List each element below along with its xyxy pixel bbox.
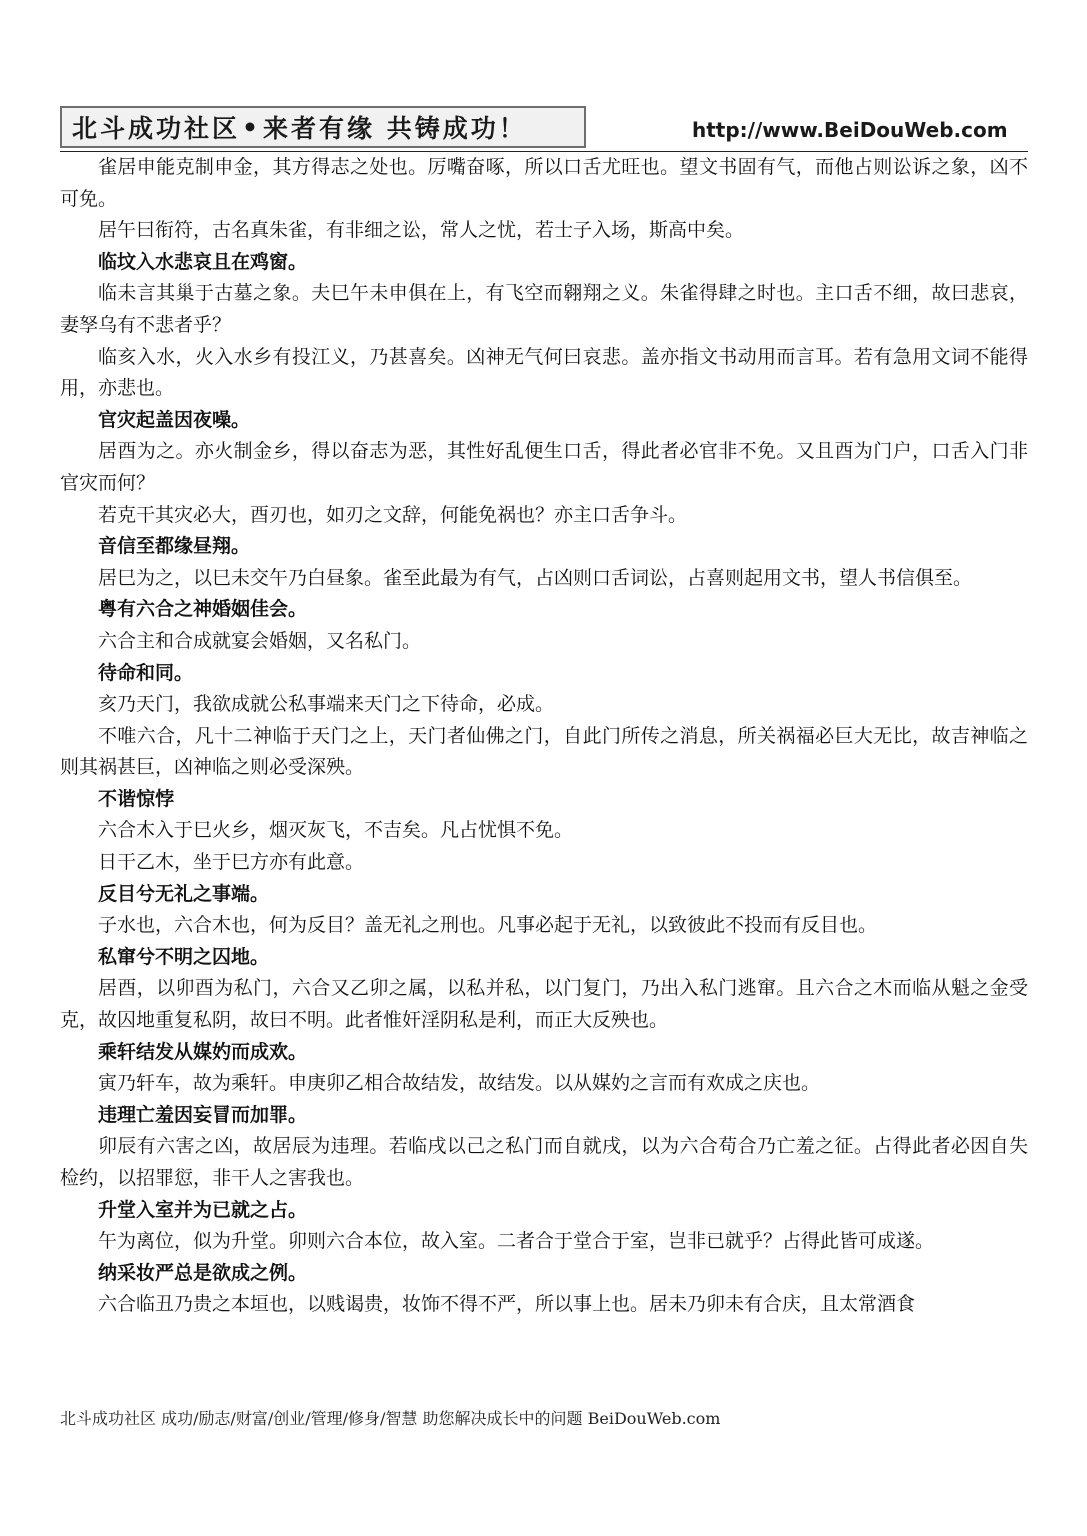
body-paragraph: 寅乃轩车，故为乘轩。申庚卯乙相合故结发，故结发。以从媒妁之言而有欢成之庆也。 — [98, 1072, 821, 1095]
body-paragraph: 日干乙木，坐于巳方亦有此意。 — [98, 851, 365, 874]
section-heading: 反目兮无礼之事端。 — [98, 882, 270, 905]
body-paragraph: 亥乃天门，我欲成就公私事端来天门之下待命，必成。 — [98, 693, 555, 716]
body-paragraph: 六合主和合成就宴会婚姻，又名私门。 — [98, 629, 422, 652]
section-heading: 升堂入室并为已就之占。 — [98, 1198, 308, 1221]
body-paragraph: 临未言其巢于古墓之象。夫巳午未申俱在上，有飞空而翱翔之义。朱雀得肆之时也。主口舌不细，故曰悲哀，妻孥乌有不悲者乎？ — [60, 282, 1028, 336]
banner-slogan: 来者有缘 共铸成功！ — [263, 114, 527, 143]
section-heading: 违理亡羞因妄冒而加罪。 — [98, 1103, 308, 1126]
body-paragraph: 雀居申能克制申金，其方得志之处也。厉嘴奋啄，所以口舌尤旺也。望文书固有气，而他占则讼诉之象，凶不可免。 — [60, 156, 1028, 210]
section-heading: 纳采妆严总是欲成之例。 — [98, 1261, 308, 1284]
section-heading: 私窜兮不明之囚地。 — [98, 945, 270, 968]
document-body — [60, 152, 1028, 1321]
banner-site-name: 北斗成功社区 — [72, 114, 241, 143]
body-paragraph: 居酉为之。亦火制金乡，得以奋志为恶，其性好乱便生口舌，得此者必官非不免。又且酉为门户，口舌入门非官灾而何？ — [60, 440, 1028, 494]
body-paragraph: 不唯六合，凡十二神临于天门之上，天门者仙佛之门，自此门所传之消息，所关祸福必巨大无比，故吉神临之则其祸甚巨，凶神临之则必受深殃。 — [60, 724, 1028, 779]
section-heading: 音信至都缘昼翔。 — [98, 535, 251, 558]
site-url[interactable]: http://www.BeiDouWeb.com — [692, 118, 1008, 142]
body-paragraph: 六合临丑乃贵之本垣也，以贱谒贵，妆饰不得不严，所以事上也。居未乃卯未有合庆，且太常酒食 — [98, 1293, 916, 1316]
section-heading: 临坟入水悲哀且在鸡窗。 — [98, 250, 308, 273]
section-heading: 乘轩结发从媒妁而成欢。 — [98, 1040, 308, 1063]
body-paragraph: 临亥入水，火入水乡有投江义，乃甚喜矣。凶神无气何曰哀悲。盖亦指文书动用而言耳。若有急用文词不能得用，亦悲也。 — [60, 345, 1028, 400]
section-heading: 待命和同。 — [98, 661, 194, 684]
page-footer: 北斗成功社区 成功/励志/财富/创业/管理/修身/智慧 助您解决成长中的问题 BeiDouWeb.com — [60, 1409, 721, 1428]
body-paragraph: 子水也，六合木也，何为反目？盖无礼之刑也。凡事必起于无礼，以致彼此不投而有反目也。 — [98, 914, 878, 937]
body-paragraph: 居巳为之，以巳未交午乃白昼象。雀至此最为有气，占凶则口舌词讼，占喜则起用文书，望人书信俱至。 — [98, 566, 973, 589]
site-banner — [60, 106, 586, 148]
banner-separator: • — [242, 112, 261, 142]
section-heading: 不谐惊悖 — [98, 787, 175, 810]
body-paragraph: 居酉，以卯酉为私门，六合又乙卯之属，以私并私，以门复门，乃出入私门逃窜。且六合之木而临从魁之金受克，故囚地重复私阴，故曰不明。此者惟奸淫阴私是利，而正大反殃也。 — [60, 977, 1028, 1032]
body-paragraph: 卯辰有六害之凶，故居辰为违理。若临戌以己之私门而自就戌，以为六合苟合乃亡羞之征。占得此者必因自失检约，以招罪愆，非干人之害我也。 — [60, 1135, 1028, 1189]
body-paragraph: 午为离位，似为升堂。卯则六合本位，故入室。二者合于堂合于室，岂非已就乎？占得此皆可成遂。 — [98, 1230, 935, 1253]
section-heading: 官灾起盖因夜噪。 — [98, 408, 251, 431]
body-paragraph: 居午曰衔符，古名真朱雀，有非细之讼，常人之忧，若士子入场，斯高中矣。 — [98, 219, 745, 242]
body-paragraph: 若克干其灾必大，酉刃也，如刃之文辞，何能免祸也？亦主口舌争斗。 — [98, 503, 688, 526]
body-paragraph: 六合木入于巳火乡，烟灭灰飞，不吉矣。凡占忧惧不免。 — [98, 819, 574, 842]
section-heading: 粤有六合之神婚姻佳会。 — [98, 598, 308, 621]
